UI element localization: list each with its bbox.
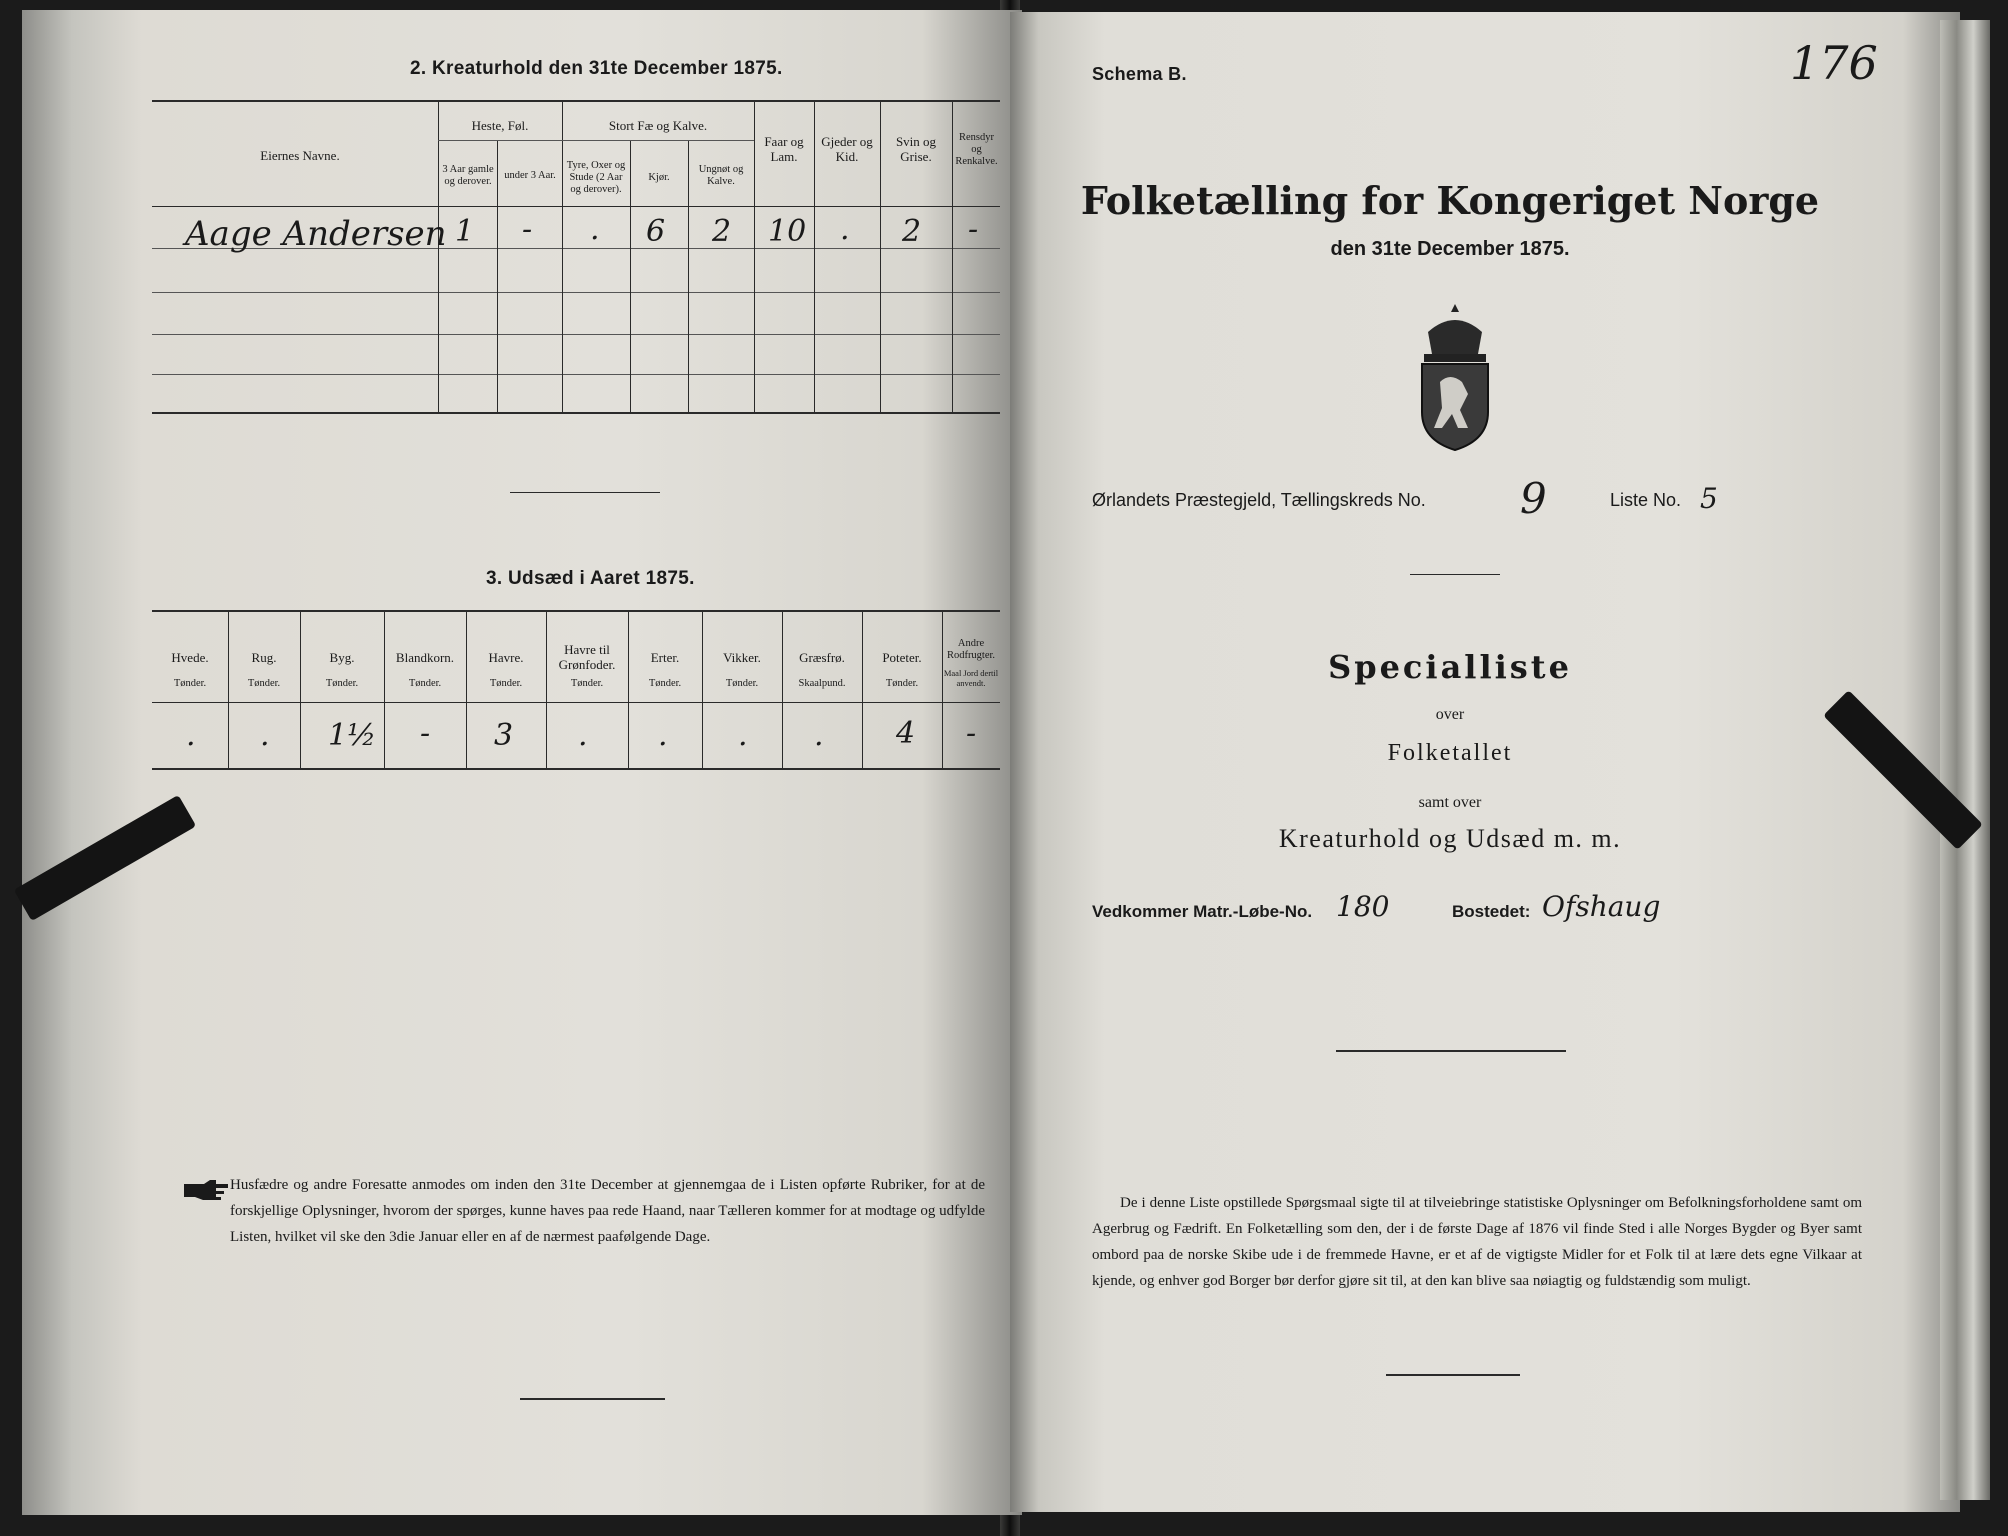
col-barley-header: Byg. [329, 650, 355, 665]
table-col [814, 100, 815, 412]
col-green-oats-header: Havre til Grønfoder. [558, 642, 616, 672]
col-grass-seed-header: Græsfrø. [799, 650, 845, 665]
col-grass-seed-unit: Skaalpund. [798, 678, 846, 689]
census-date: den 31te December 1875. [1330, 238, 1570, 260]
info-paragraph: De i denne Liste opstillede Spørgsmaal sigte til at tilveiebringe statistiske Oplysninger om Befolkningsforholdene samt om Agerbrug og Fædrift. En Folketælling som den, der i de første Dage af 1876 vil finde Sted i alle Norges Bygder og Byer samt ombord paa de norske Skibe ude i de fremmede Havne, er et af de vigtigste Midler for et Folk til at lære dets egne Vilkaar at kjende, og enhver god Borger bør derfor gjøre sit til, at den kan blive saa nøiagtig og fuldstændig som muligt. [1092, 1195, 1862, 1289]
over-label: over [1435, 706, 1465, 723]
col-vetch-header: Vikker. [723, 650, 761, 665]
divider [1410, 574, 1500, 575]
col-rye-header: Rug. [251, 650, 277, 665]
owner-name: Aage Andersen [185, 214, 447, 254]
divider [1336, 1050, 1566, 1052]
grass-seed-value: . [814, 718, 824, 753]
list-number: 5 [1700, 482, 1718, 515]
cows-value: 6 [646, 214, 666, 249]
potatoes-value: 4 [896, 716, 916, 751]
col-peas-unit: Tønder. [648, 678, 682, 689]
col-cattle-sub1: Tyre, Oxer og Stude (2 Aar og derover). [566, 160, 626, 195]
col-green-oats-unit: Tønder. [570, 678, 604, 689]
kreaturhold-heading: Kreaturhold og Udsæd m. m. [1278, 824, 1622, 853]
col-potatoes-header: Poteter. [882, 650, 922, 665]
barley-value: 1½ [328, 718, 377, 753]
table-rule [152, 292, 1000, 293]
parish-label: Ørlandets Præstegjeld, Tællingskreds No. [1092, 490, 1426, 510]
col-mixed-grain-header: Blandkorn. [395, 650, 455, 665]
col-horses-sub1: 3 Aar gamle og derover. [442, 164, 494, 187]
coat-of-arms-icon [1410, 302, 1500, 452]
table-rule [438, 140, 754, 141]
samt-over-label: samt over [1418, 794, 1482, 811]
oats-value: 3 [494, 718, 514, 753]
table-rule [152, 206, 1000, 207]
table-rule [152, 702, 1000, 703]
page-number: 176 [1790, 36, 1878, 90]
section3-heading: 3. Udsæd i Aaret 1875. [486, 568, 695, 589]
col-cattle-header: Stort Fæ og Kalve. [608, 118, 708, 133]
divider [510, 492, 660, 493]
col-root-crops-header: Andre Rodfrugter. [946, 638, 996, 661]
col-horses-header: Heste, Føl. [471, 118, 529, 133]
table-col [942, 610, 943, 768]
table-rule [152, 610, 1000, 612]
matr-number: 180 [1336, 890, 1390, 923]
table-col [688, 140, 689, 412]
schema-label: Schema B. [1092, 64, 1187, 84]
col-peas-header: Erter. [650, 650, 680, 665]
col-potatoes-unit: Tønder. [885, 678, 919, 689]
folketallet-heading: Folketallet [1387, 740, 1513, 766]
calves-value: 2 [712, 214, 732, 249]
ornament [1386, 1374, 1520, 1376]
green-oats-value: . [578, 718, 588, 753]
table-rule [152, 374, 1000, 375]
goats-value: . [840, 212, 850, 247]
pigs-value: 2 [902, 214, 922, 249]
main-title: Folketælling for Kongeriget Norge [1080, 178, 1820, 223]
table-col [562, 100, 563, 412]
table-rule [152, 334, 1000, 335]
table-rule [152, 412, 1000, 414]
root-crops-value: - [966, 716, 977, 751]
table-col [497, 140, 498, 412]
col-cattle-sub3: Ungnøt og Kalve. [698, 164, 744, 187]
bosted-label: Bostedet: [1452, 902, 1531, 921]
reindeer-value: - [968, 212, 979, 247]
col-oats-header: Havre. [488, 650, 524, 665]
col-goats-header: Gjeder og Kid. [821, 134, 873, 164]
col-root-crops-unit: Maal Jord dertil anvendt. [943, 668, 999, 688]
col-wheat-header: Hvede. [171, 650, 209, 665]
horses-young-value: - [522, 212, 533, 247]
col-reindeer-header: Rensdyr og Renkalve. [955, 132, 998, 167]
col-rye-unit: Tønder. [247, 678, 281, 689]
table-rule [152, 768, 1000, 770]
col-vetch-unit: Tønder. [725, 678, 759, 689]
horses-3yr-value: 1 [455, 214, 475, 249]
col-oats-unit: Tønder. [489, 678, 523, 689]
bulls-value: . [590, 212, 600, 247]
col-cattle-sub2: Kjør. [648, 172, 670, 183]
section2-heading: 2. Kreaturhold den 31te December 1875. [410, 58, 783, 79]
bosted-value: Ofshaug [1542, 890, 1661, 923]
page-edges [1940, 20, 1990, 1500]
sheep-value: 10 [768, 214, 807, 249]
district-number: 9 [1520, 474, 1547, 523]
pointing-hand-icon [182, 1178, 230, 1202]
notice-text: Husfædre og andre Foresatte anmodes om inden den 31te December at gjennemgaa de i Listen opførte Rubriker, for at de forskjellige Oplysninger, hvorom der spørges, kunne haves paa rede Haand, naar Tælleren kommer for at modtage og udfylde Listen, hvilket vil ske den 3die Januar eller en af de nærmest paafølgende Dage. [230, 1177, 985, 1245]
col-horses-sub2: under 3 Aar. [504, 170, 556, 181]
col-pigs-header: Svin og Grise. [895, 134, 937, 164]
table-col [438, 100, 439, 412]
table-col [630, 140, 631, 412]
table-col [880, 100, 881, 412]
table-col [754, 100, 755, 412]
col-owner-header: Eiernes Navne. [260, 148, 340, 163]
vetch-value: . [738, 718, 748, 753]
list-label: Liste No. [1610, 490, 1682, 510]
wheat-value: . [186, 718, 196, 753]
col-barley-unit: Tønder. [325, 678, 359, 689]
rye-value: . [260, 718, 270, 753]
table-rule [152, 100, 1000, 102]
peas-value: . [658, 718, 668, 753]
matr-label: Vedkommer Matr.-Løbe-No. [1092, 902, 1313, 921]
ornament [520, 1398, 665, 1400]
col-mixed-grain-unit: Tønder. [408, 678, 442, 689]
specialliste-heading: Specialliste [1328, 648, 1572, 686]
mixed-grain-value: - [420, 716, 431, 751]
col-wheat-unit: Tønder. [173, 678, 207, 689]
col-sheep-header: Faar og Lam. [764, 134, 804, 164]
